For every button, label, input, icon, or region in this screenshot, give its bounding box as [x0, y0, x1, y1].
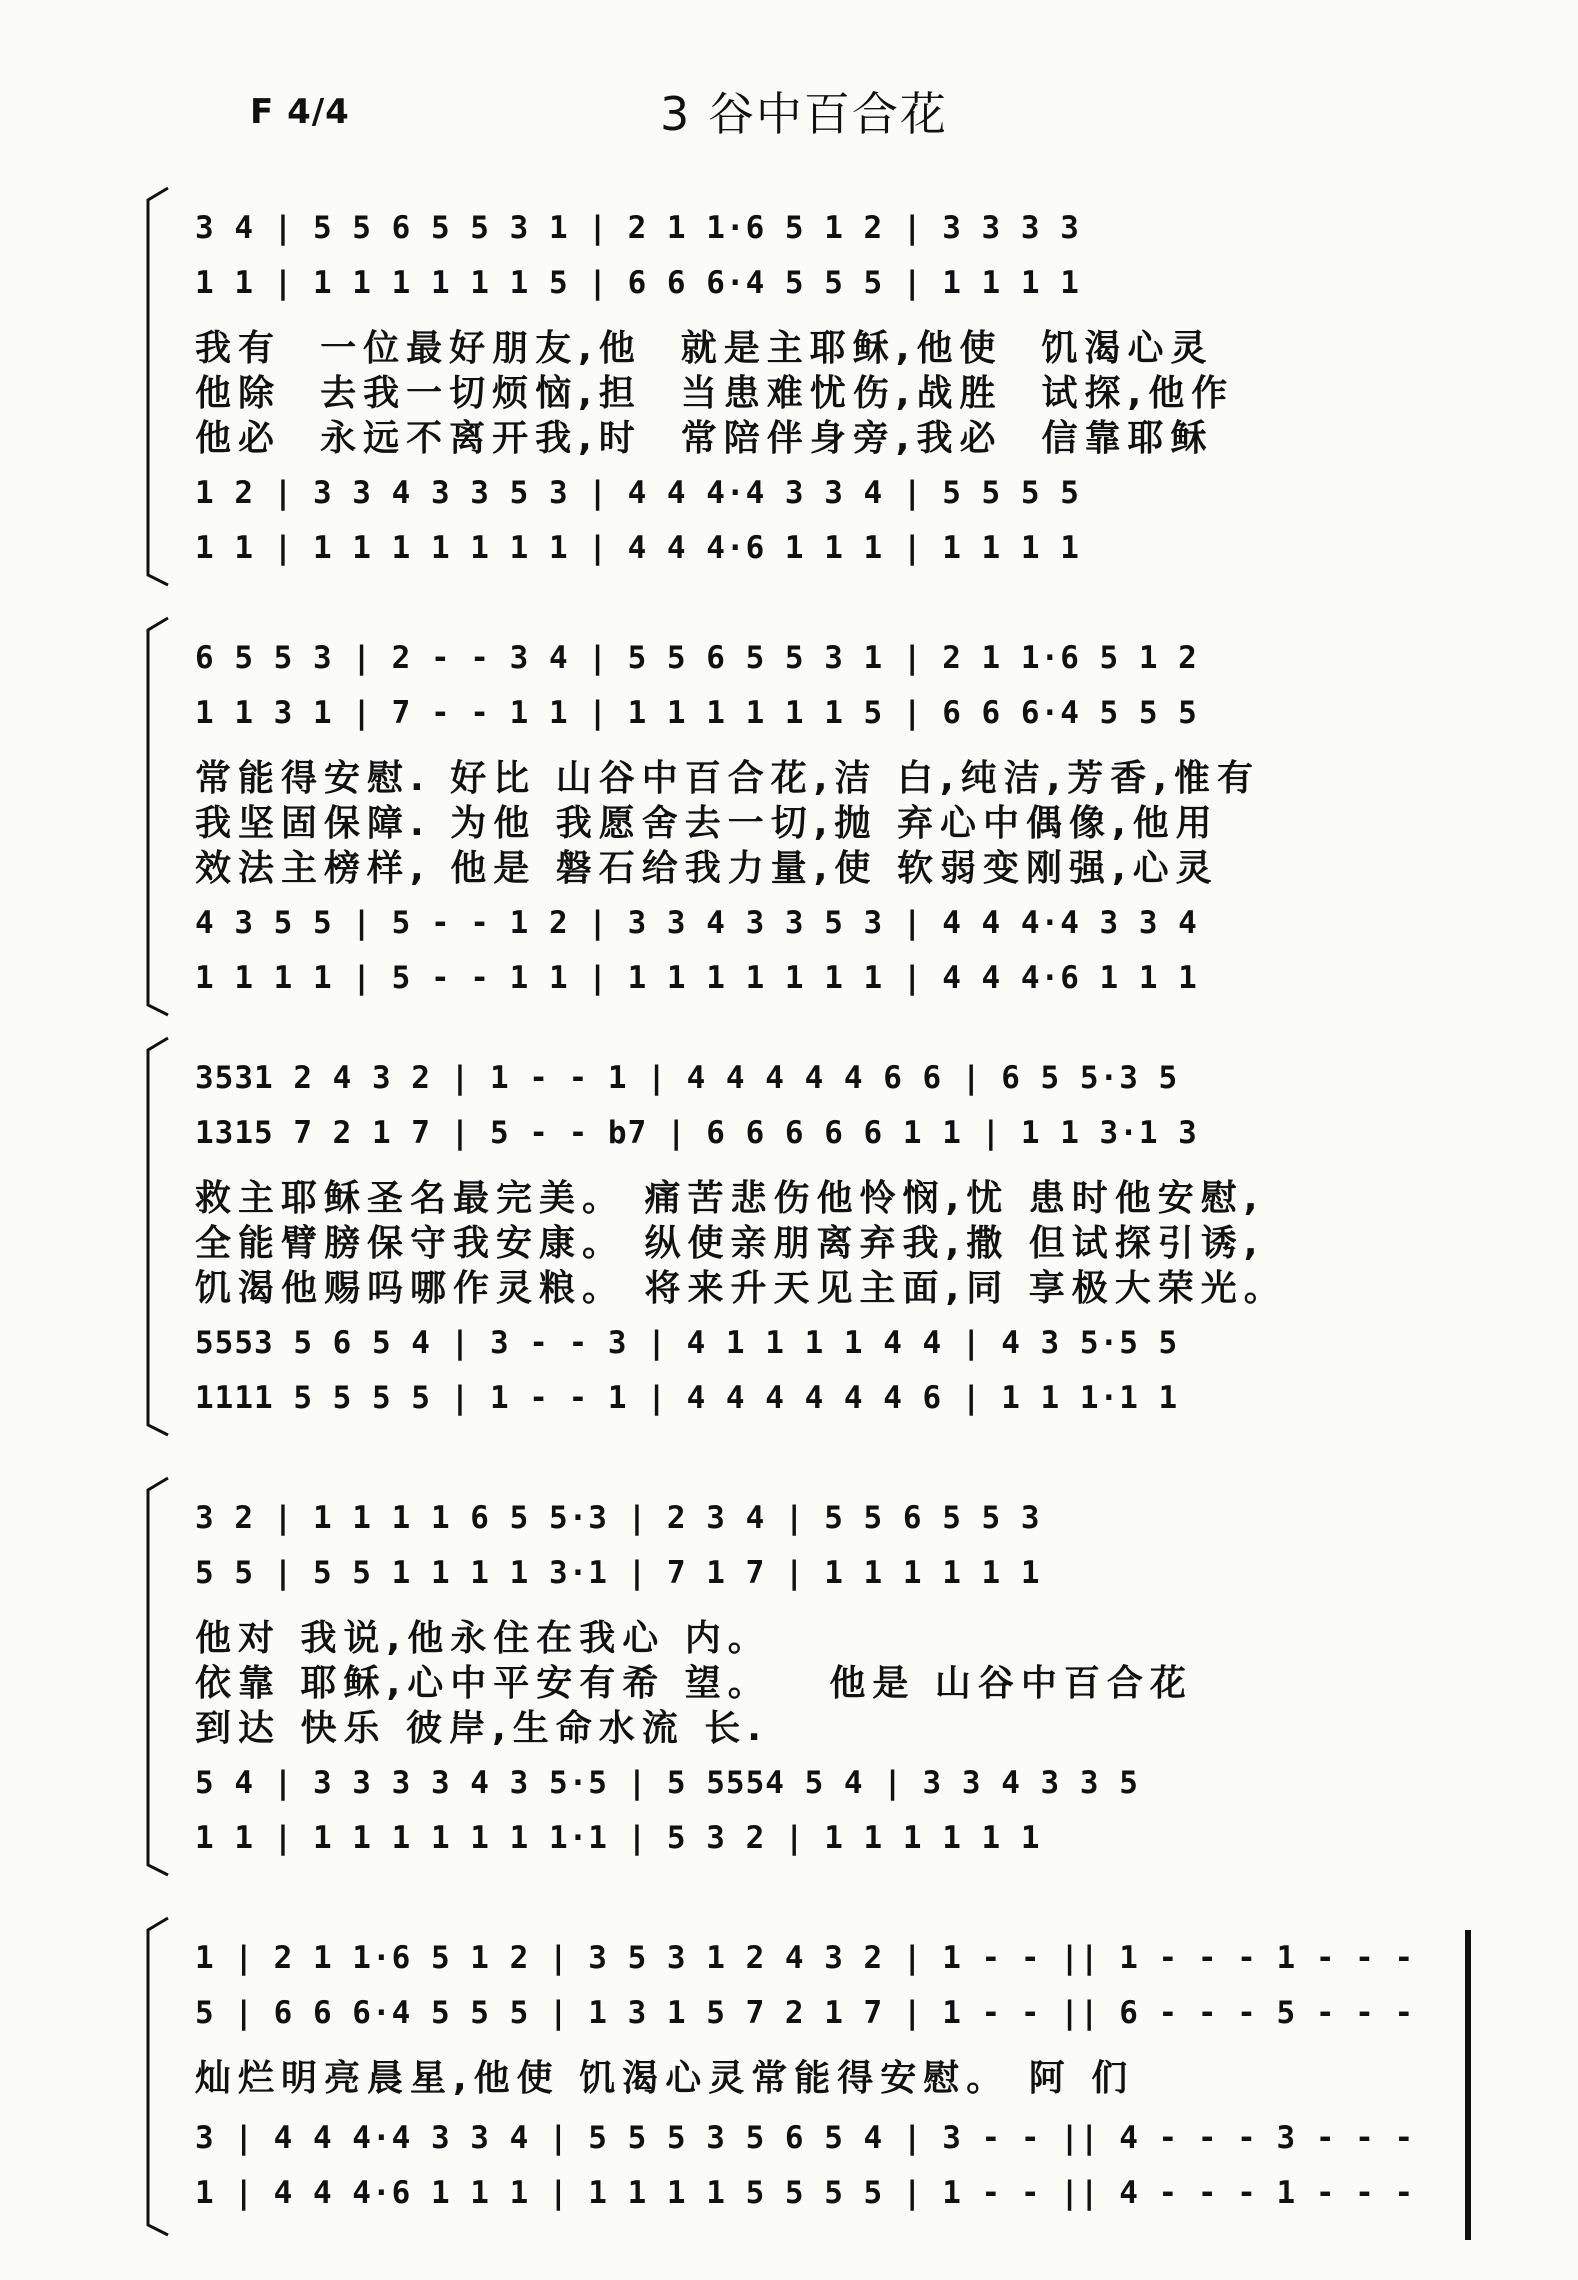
alto-line: 1 1 | 1 1 1 1 1 1 5 | 6 6 6·4 5 5 5 | 1 1 1 1	[195, 265, 1080, 301]
tenor-line: 1 2 | 3 3 4 3 3 5 3 | 4 4 4·4 3 3 4 | 5 5 5 5	[195, 475, 1080, 511]
lyric-verse-1: 他对 我说,他永住在我心 内。	[195, 1618, 771, 1659]
lyric-verse-1: 常能得安慰. 好比 山谷中百合花,洁 白,纯洁,芳香,惟有	[195, 758, 1260, 799]
alto-line: 1 1 3 1 | 7 - - 1 1 | 1 1 1 1 1 1 5 | 6 6 6·4 5 5 5	[195, 695, 1198, 731]
soprano-line: 3 2 | 1 1 1 1 6 5 5·3 | 2 3 4 | 5 5 6 5 5 3	[195, 1500, 1041, 1536]
lyric-verse-3: 他必 永远不离开我,时 常陪伴身旁,我必 信靠耶稣	[195, 418, 1214, 459]
score-system	[120, 180, 1480, 590]
tenor-line: 5553 5 6 5 4 | 3 - - 3 | 4 1 1 1 1 4 4 | 4 3 5·5 5	[195, 1325, 1179, 1361]
system-brace	[130, 180, 170, 590]
score-system	[120, 1910, 1480, 2240]
system-brace	[130, 1030, 170, 1440]
alto-line: 1315 7 2 1 7 | 5 - - b7 | 6 6 6 6 6 1 1 | 1 1 3·1 3	[195, 1115, 1198, 1151]
tenor-line: 3 | 4 4 4·4 3 3 4 | 5 5 5 3 5 6 5 4 | 3 - - || 4 - - - 3 - - -	[195, 2120, 1415, 2156]
soprano-line: 3 4 | 5 5 6 5 5 3 1 | 2 1 1·6 5 1 2 | 3 3 3 3	[195, 210, 1080, 246]
soprano-line: 3531 2 4 3 2 | 1 - - 1 | 4 4 4 4 4 6 6 | 6 5 5·3 5	[195, 1060, 1179, 1096]
soprano-line: 1 | 2 1 1·6 5 1 2 | 3 5 3 1 2 4 3 2 | 1 - - || 1 - - - 1 - - -	[195, 1940, 1415, 1976]
bass-line: 1 1 | 1 1 1 1 1 1 1·1 | 5 3 2 | 1 1 1 1 1 1	[195, 1820, 1041, 1856]
bass-line: 1111 5 5 5 5 | 1 - - 1 | 4 4 4 4 4 4 6 | 1 1 1·1 1	[195, 1380, 1179, 1416]
bass-line: 1 1 | 1 1 1 1 1 1 1 | 4 4 4·6 1 1 1 | 1 1 1 1	[195, 530, 1080, 566]
lyric-verse-3: 到达 快乐 彼岸,生命水流 长.	[195, 1708, 768, 1749]
alto-line: 5 | 6 6 6·4 5 5 5 | 1 3 1 5 7 2 1 7 | 1 - - || 6 - - - 5 - - -	[195, 1995, 1415, 2031]
lyric-verse-2: 他除 去我一切烦恼,担 当患难忧伤,战胜 试探,他作	[195, 373, 1235, 414]
system-brace	[130, 1470, 170, 1880]
score-system	[120, 610, 1480, 1020]
lyric-verse-3: 饥渴他赐吗哪作灵粮。 将来升天见主面,同 享极大荣光。	[195, 1268, 1287, 1309]
key-signature: F 4/4	[250, 92, 350, 132]
lyric-verse-1: 我有 一位最好朋友,他 就是主耶稣,他使 饥渴心灵	[195, 328, 1214, 369]
system-brace	[130, 1910, 170, 2240]
page-title: 3 谷中百合花	[660, 87, 948, 141]
alto-line: 5 5 | 5 5 1 1 1 1 3·1 | 7 1 7 | 1 1 1 1 1 1	[195, 1555, 1041, 1591]
score-system	[120, 1030, 1480, 1440]
lyric-verse-1: 救主耶稣圣名最完美。 痛苦悲伤他怜悯,忧 患时他安慰,	[195, 1178, 1265, 1219]
bass-line: 1 1 1 1 | 5 - - 1 1 | 1 1 1 1 1 1 1 | 4 4 4·6 1 1 1	[195, 960, 1198, 996]
final-barline	[1465, 1930, 1471, 2240]
tenor-line: 5 4 | 3 3 3 3 4 3 5·5 | 5 5554 5 4 | 3 3 4 3 3 5	[195, 1765, 1139, 1801]
lyric-verse-1: 灿烂明亮晨星,他使 饥渴心灵常能得安慰。 阿 们	[195, 2058, 1135, 2099]
tenor-line: 4 3 5 5 | 5 - - 1 2 | 3 3 4 3 3 5 3 | 4 4 4·4 3 3 4	[195, 905, 1198, 941]
lyric-verse-2: 依靠 耶稣,心中平安有希 望。 他是 山谷中百合花	[195, 1663, 1193, 1704]
system-brace	[130, 610, 170, 1020]
bass-line: 1 | 4 4 4·6 1 1 1 | 1 1 1 1 5 5 5 5 | 1 - - || 4 - - - 1 - - -	[195, 2175, 1415, 2211]
lyric-verse-2: 全能臂膀保守我安康。 纵使亲朋离弃我,撒 但试探引诱,	[195, 1223, 1265, 1264]
lyric-verse-3: 效法主榜样, 他是 磐石给我力量,使 软弱变刚强,心灵	[195, 848, 1219, 889]
score-system	[120, 1470, 1480, 1880]
soprano-line: 6 5 5 3 | 2 - - 3 4 | 5 5 6 5 5 3 1 | 2 1 1·6 5 1 2	[195, 640, 1198, 676]
lyric-verse-2: 我坚固保障. 为他 我愿舍去一切,抛 弃心中偶像,他用	[195, 803, 1219, 844]
